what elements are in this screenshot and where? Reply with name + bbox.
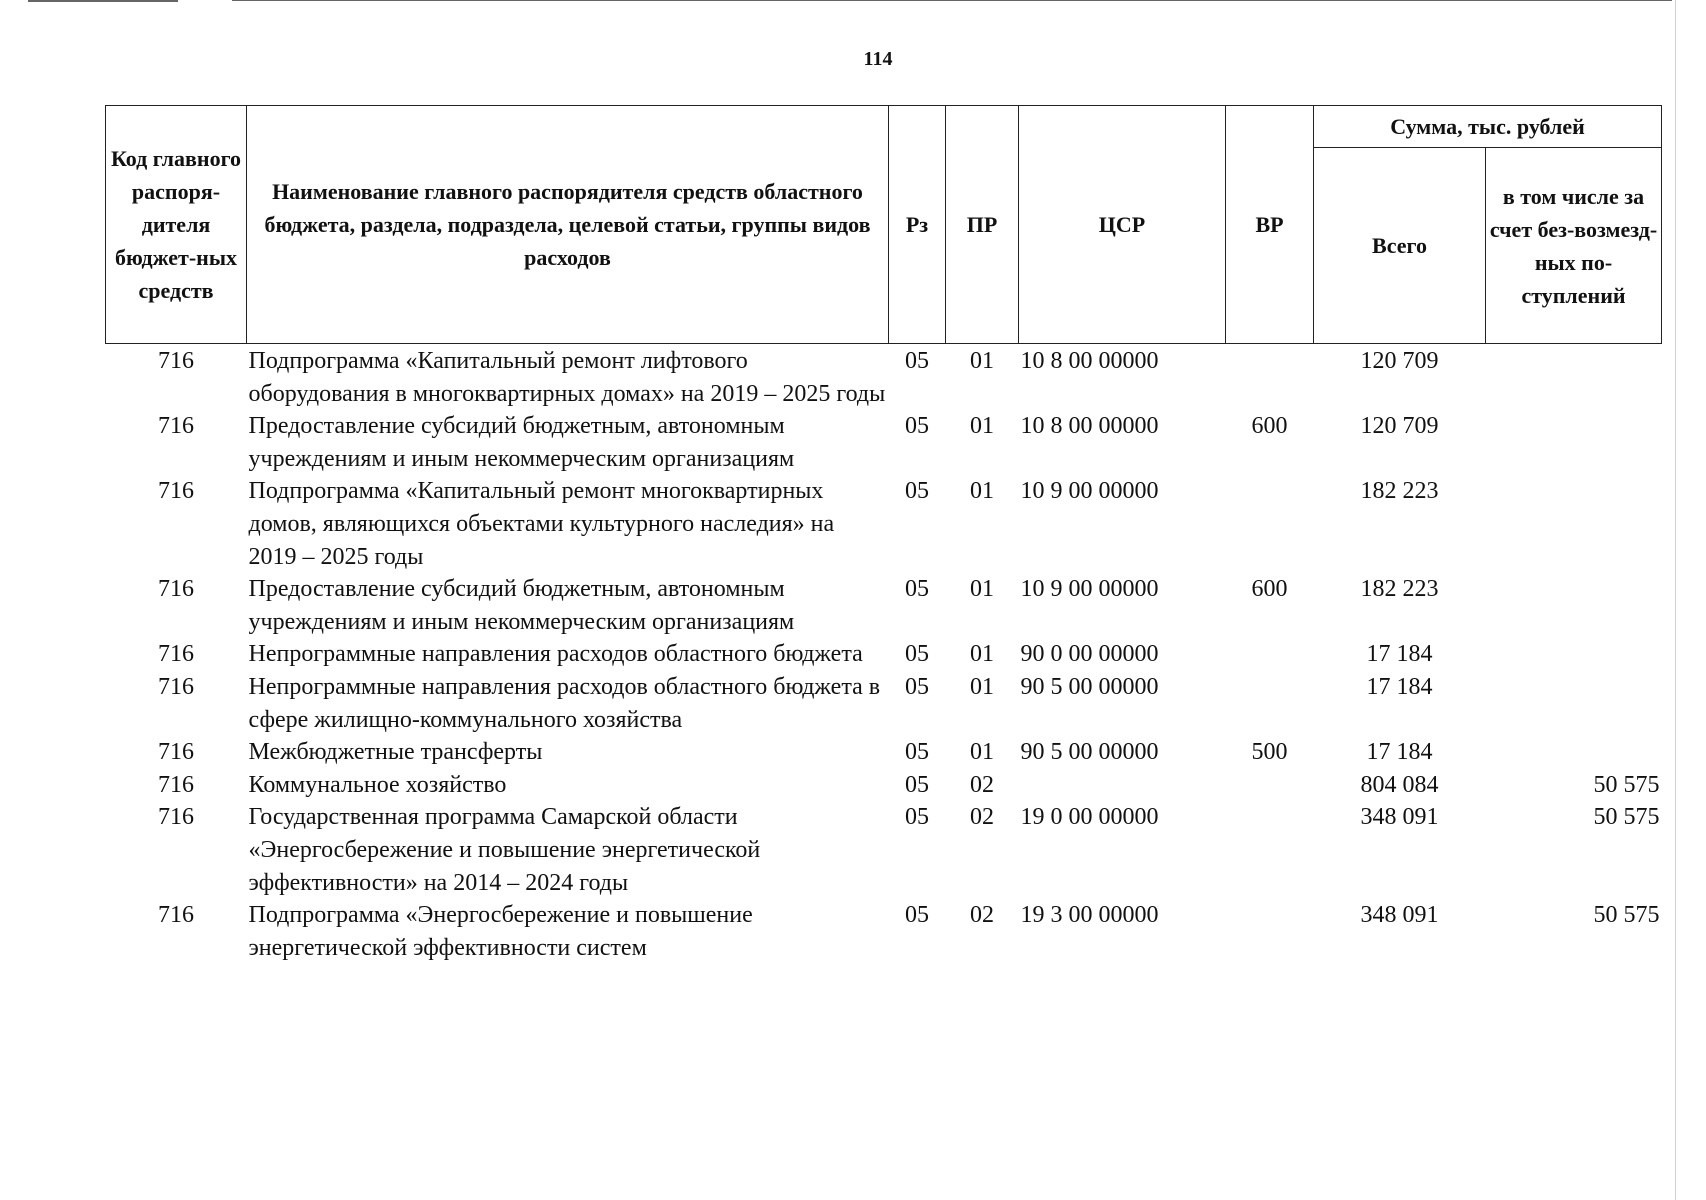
cell-vr bbox=[1226, 801, 1314, 899]
cell-pr: 02 bbox=[970, 771, 994, 798]
cell-rz: 05 bbox=[905, 348, 929, 374]
cell-rz: 05 bbox=[905, 413, 929, 440]
cell-bez: 50 575 bbox=[1593, 771, 1660, 798]
table-row bbox=[106, 638, 1662, 671]
cell-rz: 05 bbox=[905, 804, 929, 831]
cell-rz: 05 bbox=[905, 902, 929, 929]
header-code: Код главного распоря-дителя бюджет-ных средств bbox=[106, 106, 247, 344]
cell-csr: 90 5 00 00000 bbox=[1020, 739, 1159, 766]
cell-pr: 01 bbox=[970, 478, 994, 505]
cell-code: 716 bbox=[158, 413, 194, 440]
cell-total: 348 091 bbox=[1360, 804, 1439, 831]
cell-name: Подпрограмма «Энергосбережение и повышение энергетической эффективности систем bbox=[248, 902, 753, 961]
header-rz: Рз bbox=[889, 106, 946, 344]
cell-total: 182 223 bbox=[1360, 478, 1439, 505]
cell-vr: 600 bbox=[1251, 576, 1288, 603]
cell-csr: 19 0 00 00000 bbox=[1020, 804, 1159, 831]
cell-name: Предоставление субсидий бюджетным, автономным учреждениям и иным некоммерческим организациям bbox=[248, 576, 795, 635]
cell-bez bbox=[1486, 638, 1662, 671]
table-header bbox=[106, 106, 1662, 344]
table-row bbox=[106, 899, 1662, 964]
cell-name: Подпрограмма «Капитальный ремонт лифтового оборудования в многоквартирных домах» на 2019 – 2025 годы bbox=[248, 348, 886, 407]
header-sum: Сумма, тыс. рублей bbox=[1314, 106, 1662, 148]
page-number: 114 bbox=[863, 48, 893, 70]
cell-vr bbox=[1226, 671, 1314, 736]
cell-code: 716 bbox=[158, 348, 194, 374]
cell-name: Подпрограмма «Капитальный ремонт многоквартирных домов, являющихся объектами культурного наследия» на 2019 – 2025 годы bbox=[248, 478, 835, 570]
cell-code: 716 bbox=[158, 576, 194, 603]
cell-name: Предоставление субсидий бюджетным, автономным учреждениям и иным некоммерческим организациям bbox=[248, 413, 795, 472]
cell-code: 716 bbox=[158, 673, 194, 700]
cell-name: Государственная программа Самарской области «Энергосбережение и повышение энергетической эффективности» на 2014 – 2024 годы bbox=[248, 804, 761, 896]
cell-vr bbox=[1226, 475, 1314, 573]
cell-bez bbox=[1486, 671, 1662, 736]
cell-csr bbox=[1019, 769, 1226, 802]
cell-csr: 19 3 00 00000 bbox=[1020, 902, 1159, 929]
table-row bbox=[106, 475, 1662, 573]
table-body bbox=[106, 344, 1662, 965]
table-row bbox=[106, 671, 1662, 736]
header-name: Наименование главного распорядителя средств областного бюджета, раздела, подраздела, целевой статьи, группы видов расходов bbox=[247, 106, 889, 344]
cell-pr: 02 bbox=[970, 804, 994, 831]
cell-code: 716 bbox=[158, 771, 194, 798]
cell-total: 348 091 bbox=[1360, 902, 1439, 929]
budget-table bbox=[105, 105, 1662, 964]
table-row bbox=[106, 736, 1662, 769]
cell-total: 17 184 bbox=[1366, 641, 1433, 668]
cell-name: Коммунальное хозяйство bbox=[248, 771, 507, 798]
cell-vr bbox=[1226, 899, 1314, 964]
cell-vr bbox=[1226, 769, 1314, 802]
cell-csr: 10 8 00 00000 bbox=[1020, 348, 1159, 374]
cell-rz: 05 bbox=[905, 673, 929, 700]
scan-edge-line-left bbox=[28, 0, 178, 2]
header-total: Всего bbox=[1314, 148, 1486, 344]
table-row bbox=[106, 344, 1662, 411]
cell-bez bbox=[1486, 475, 1662, 573]
cell-rz: 05 bbox=[905, 739, 929, 766]
cell-vr: 600 bbox=[1251, 413, 1288, 440]
cell-bez bbox=[1486, 736, 1662, 769]
table-row bbox=[106, 573, 1662, 638]
cell-vr bbox=[1226, 344, 1314, 411]
cell-pr: 02 bbox=[970, 902, 994, 929]
cell-name: Непрограммные направления расходов областного бюджета bbox=[248, 641, 863, 668]
cell-total: 17 184 bbox=[1366, 739, 1433, 766]
cell-pr: 01 bbox=[970, 641, 994, 668]
cell-total: 120 709 bbox=[1360, 348, 1439, 374]
cell-csr: 10 9 00 00000 bbox=[1020, 478, 1159, 505]
cell-bez: 50 575 bbox=[1593, 804, 1660, 831]
cell-total: 120 709 bbox=[1360, 413, 1439, 440]
scan-edge-line-main bbox=[232, 0, 1672, 1]
cell-pr: 01 bbox=[970, 673, 994, 700]
cell-code: 716 bbox=[158, 804, 194, 831]
cell-rz: 05 bbox=[905, 576, 929, 603]
cell-csr: 90 0 00 00000 bbox=[1020, 641, 1159, 668]
cell-name: Непрограммные направления расходов областного бюджета в сфере жилищно-коммунального хозяйства bbox=[248, 673, 881, 733]
table-row bbox=[106, 769, 1662, 802]
cell-code: 716 bbox=[158, 641, 194, 668]
cell-csr: 10 8 00 00000 bbox=[1020, 413, 1159, 440]
header-csr: ЦСР bbox=[1019, 106, 1226, 344]
table-row bbox=[106, 410, 1662, 475]
cell-bez bbox=[1486, 573, 1662, 638]
header-bez: в том числе за счет без-возмезд-ных по-ступлений bbox=[1486, 148, 1662, 344]
cell-pr: 01 bbox=[970, 348, 994, 374]
cell-pr: 01 bbox=[970, 739, 994, 766]
table-row bbox=[106, 801, 1662, 899]
cell-total: 17 184 bbox=[1366, 673, 1433, 700]
cell-rz: 05 bbox=[905, 771, 929, 798]
cell-bez: 50 575 bbox=[1593, 902, 1660, 929]
cell-code: 716 bbox=[158, 478, 194, 505]
cell-bez bbox=[1486, 410, 1662, 475]
cell-pr: 01 bbox=[970, 413, 994, 440]
cell-code: 716 bbox=[158, 902, 194, 929]
cell-code: 716 bbox=[158, 739, 194, 766]
cell-pr: 01 bbox=[970, 576, 994, 603]
header-vr: ВР bbox=[1226, 106, 1314, 344]
scan-edge-right bbox=[1675, 0, 1676, 1200]
cell-total: 804 084 bbox=[1360, 771, 1439, 798]
cell-total: 182 223 bbox=[1360, 576, 1439, 603]
cell-bez bbox=[1486, 344, 1662, 411]
cell-name: Межбюджетные трансферты bbox=[248, 739, 543, 766]
cell-rz: 05 bbox=[905, 641, 929, 668]
cell-csr: 90 5 00 00000 bbox=[1020, 673, 1159, 700]
header-pr: ПР bbox=[946, 106, 1019, 344]
cell-csr: 10 9 00 00000 bbox=[1020, 576, 1159, 603]
cell-vr bbox=[1226, 638, 1314, 671]
cell-rz: 05 bbox=[905, 478, 929, 505]
cell-vr: 500 bbox=[1251, 739, 1288, 766]
